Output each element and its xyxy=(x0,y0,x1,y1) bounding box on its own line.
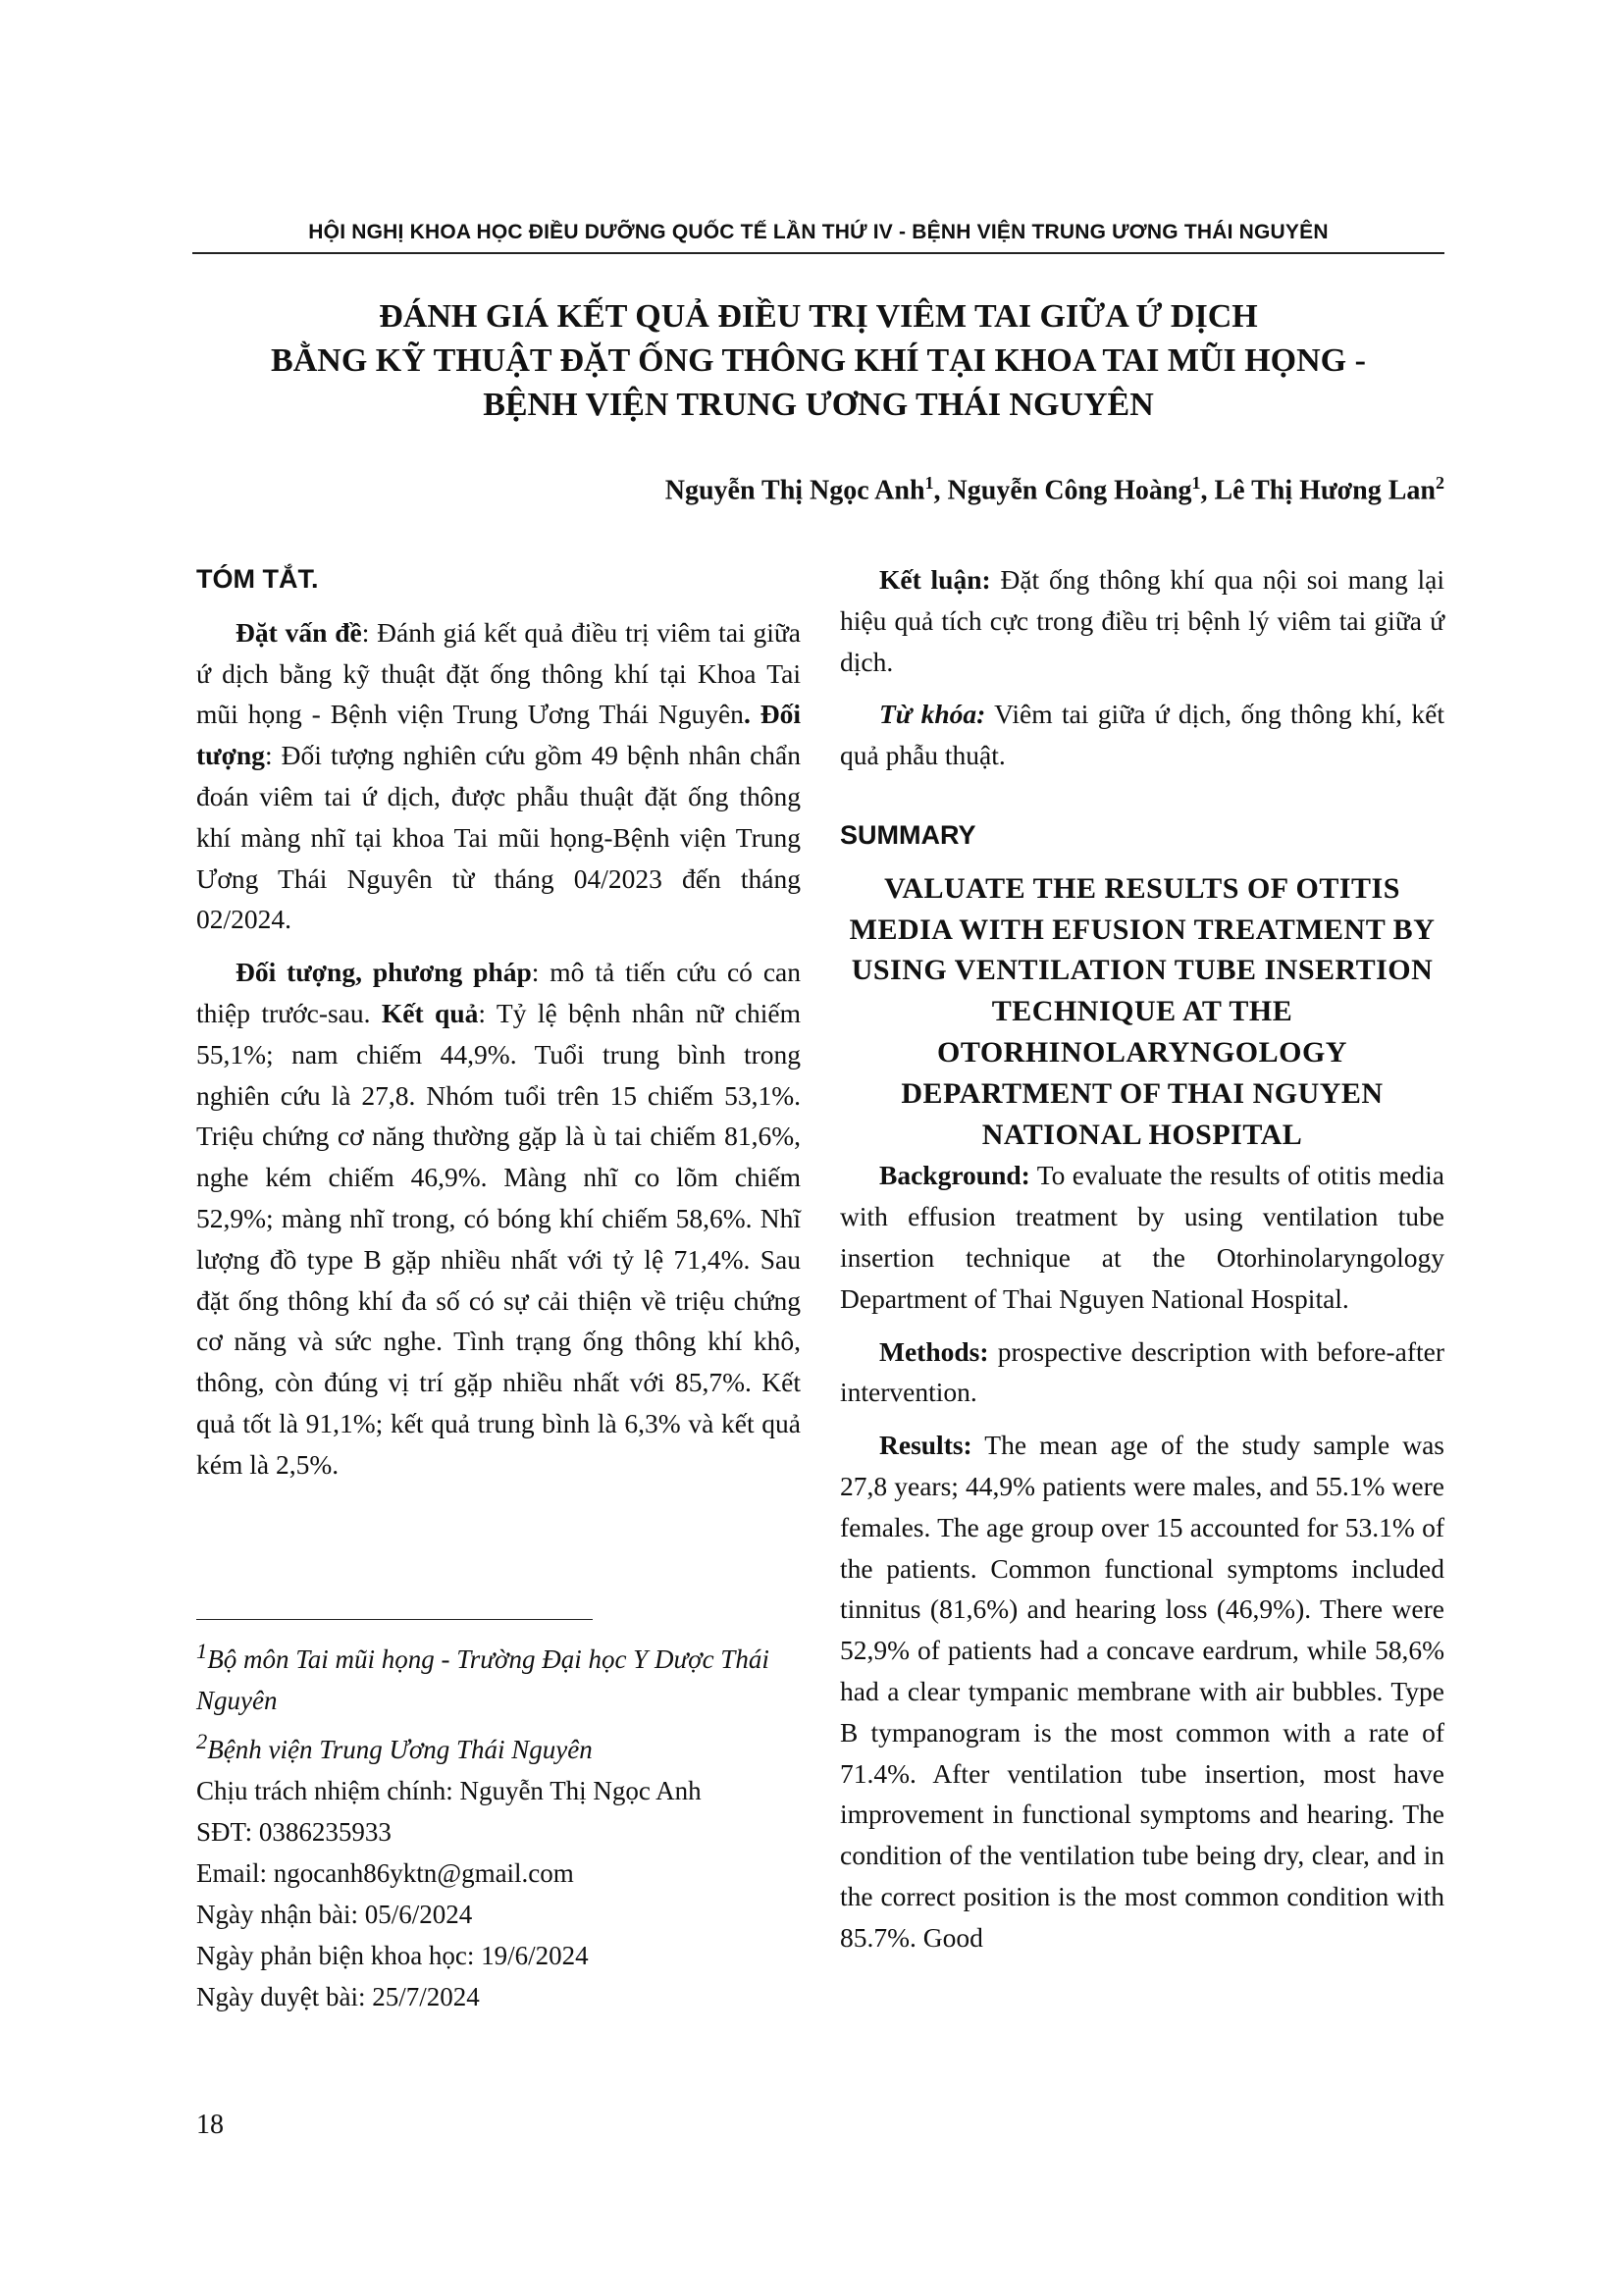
footnote-1-marker: 1 xyxy=(196,1639,208,1663)
author-2-affiliation: 1 xyxy=(1191,473,1201,493)
abstract-paragraph-background xyxy=(196,612,801,940)
label-background: Background: xyxy=(879,1160,1030,1191)
text-methods: prospective description with before-after intervention. xyxy=(840,1335,1444,1408)
left-column xyxy=(196,559,801,1497)
label-dat-van-de: Đặt vấn đề xyxy=(236,616,362,648)
label-ket-luan: Kết luận: xyxy=(879,564,991,595)
label-doi-tuong: . Đối tượng xyxy=(196,699,802,771)
text-dat-van-de: : Đánh giá kết quả điều trị viêm tai giữa ứ dịch bằng kỹ thuật đặt ống thông khí tại Khoa Tai mũi họng - Bệnh viện Trung Ương Thái Nguyên xyxy=(196,616,801,730)
page-number: 18 xyxy=(196,2110,224,2140)
label-phuong-phap: Đối tượng, phương pháp xyxy=(236,957,532,988)
right-column xyxy=(840,559,1444,1970)
running-header: HỘI NGHỊ KHOA HỌC ĐIỀU DƯỠNG QUỐC TẾ LẦN THỨ IV - BỆNH VIỆN TRUNG ƯƠNG THÁI NGUYÊN xyxy=(192,221,1444,254)
summary-results xyxy=(840,1425,1444,1957)
footnote-1 xyxy=(196,1631,801,1721)
footnotes xyxy=(196,1631,801,2017)
article-title xyxy=(192,294,1444,427)
footnote-divider xyxy=(196,1619,593,1620)
footnote-2-marker: 2 xyxy=(196,1729,208,1753)
author-2: , Nguyễn Công Hoàng xyxy=(933,475,1192,506)
title-line-3: BỆNH VIỆN TRUNG ƯƠNG THÁI NGUYÊN xyxy=(483,387,1154,423)
abstract-paragraph-keywords xyxy=(840,694,1444,776)
responsible-author: Chịu trách nhiệm chính: Nguyễn Thị Ngọc Anh xyxy=(196,1776,702,1805)
date-reviewed: Ngày phản biện khoa học: 19/6/2024 xyxy=(196,1941,589,1970)
text-phuong-phap: : mô tả tiến cứu có can thiệp trước-sau. xyxy=(196,957,801,1028)
summary-background xyxy=(840,1155,1444,1319)
text-ket-qua: : Tỷ lệ bệnh nhân nữ chiếm 55,1%; nam chiếm 44,9%. Tuổi trung bình trong nghiên cứu là 27,8. Nhóm tuổi trên 15 chiếm 53,1%. Triệu chứng cơ năng thường gặp là ù tai chiếm 81,6%, nghe kém chiếm 46,9%. Màng nhĩ co lõm chiếm 52,9%; màng nhĩ trong, có bóng khí chiếm 58,6%. Nhĩ lượng đồ type B gặp nhiều nhất với tỷ lệ 71,4%. Sau đặt ống thông khí đa số có sự cải thiện về triệu chứng cơ năng và sức nghe. Tình trạng ống thông khí khô, thông, còn đúng vị trí gặp nhiều nhất với 85,7%. Kết quả tốt là 91,1%; kết quả trung bình là 6,3% và kết quả kém là 2,5%. xyxy=(196,997,801,1480)
text-doi-tuong: : Đối tượng nghiên cứu gồm 49 bệnh nhân chẩn đoán viêm tai ứ dịch, được phẫu thuật đặt ống thông khí màng nhĩ tại khoa Tai mũi họng-Bệnh viện Trung Ương Thái Nguyên từ tháng 04/2023 đến tháng 02/2024. xyxy=(196,740,801,935)
text-results: The mean age of the study sample was 27,8 years; 44,9% patients were males, and 55.1% were females. The age group over 15 accounted for 53.1% of the patients. Common functional symptoms included tinnitus (81,6%) and hearing loss (46,9%). There were 52,9% of patients had a concave eardrum, while 58,6% had a clear tympanic membrane with air bubbles. Type B tympanogram is the most common with a rate of 71.4%. After ventilation tube insertion, most have improvement in functional symptoms and hearing. The condition of the ventilation tube being dry, clear, and in the correct position is the most common condition with 85.7%. Good xyxy=(840,1430,1444,1953)
abstract-heading: TÓM TẮT. xyxy=(196,564,319,594)
abstract-paragraph-methods-results xyxy=(196,952,801,1485)
title-line-2: BẰNG KỸ THUẬT ĐẶT ỐNG THÔNG KHÍ TẠI KHOA TAI MŨI HỌNG - xyxy=(271,342,1366,379)
author-3-affiliation: 2 xyxy=(1436,473,1444,493)
date-approved: Ngày duyệt bài: 25/7/2024 xyxy=(196,1982,480,2011)
email-address: Email: ngocanh86yktn@gmail.com xyxy=(196,1858,574,1888)
author-3: , Lê Thị Hương Lan xyxy=(1200,475,1436,506)
summary-methods xyxy=(840,1331,1444,1414)
footnote-2 xyxy=(196,1721,801,1770)
author-list xyxy=(665,473,1444,506)
date-received: Ngày nhận bài: 05/6/2024 xyxy=(196,1900,473,1929)
abstract-paragraph-conclusion xyxy=(840,559,1444,682)
label-results: Results: xyxy=(879,1430,972,1461)
label-tu-khoa: Từ khóa: xyxy=(879,699,986,730)
phone-number: SĐT: 0386235933 xyxy=(196,1817,392,1847)
summary-title: VALUATE THE RESULTS OF OTITIS MEDIA WITH EFUSION TREATMENT BY USING VENTILATION TUBE INSERTION TECHNIQUE AT THE OTORHINOLARYNGOLOGY DEPARTMENT OF THAI NGUYEN NATIONAL HOSPITAL xyxy=(849,871,1436,1151)
label-methods: Methods: xyxy=(879,1335,989,1367)
author-1: Nguyễn Thị Ngọc Anh xyxy=(664,475,925,506)
footnote-2-text: Bệnh viện Trung Ương Thái Nguyên xyxy=(207,1735,593,1764)
text-tu-khoa: Viêm tai giữa ứ dịch, ống thông khí, kết quả phẫu thuật. xyxy=(840,699,1444,771)
summary-heading: SUMMARY xyxy=(840,819,976,850)
author-1-affiliation: 1 xyxy=(924,473,934,493)
label-ket-qua: Kết quả xyxy=(381,997,479,1028)
title-line-1: ĐÁNH GIÁ KẾT QUẢ ĐIỀU TRỊ VIÊM TAI GIỮA Ứ DỊCH xyxy=(379,298,1258,335)
footnote-1-text: Bộ môn Tai mũi họng - Trường Đại học Y Dược Thái Nguyên xyxy=(196,1644,769,1715)
text-ket-luan: Đặt ống thông khí qua nội soi mang lại hiệu quả tích cực trong điều trị bệnh lý viêm tai giữa ứ dịch. xyxy=(840,564,1445,677)
text-background: To evaluate the results of otitis media with effusion treatment by using ventilation tube insertion technique at the Otorhinolaryngology Department of Thai Nguyen National Hospital. xyxy=(840,1160,1444,1314)
